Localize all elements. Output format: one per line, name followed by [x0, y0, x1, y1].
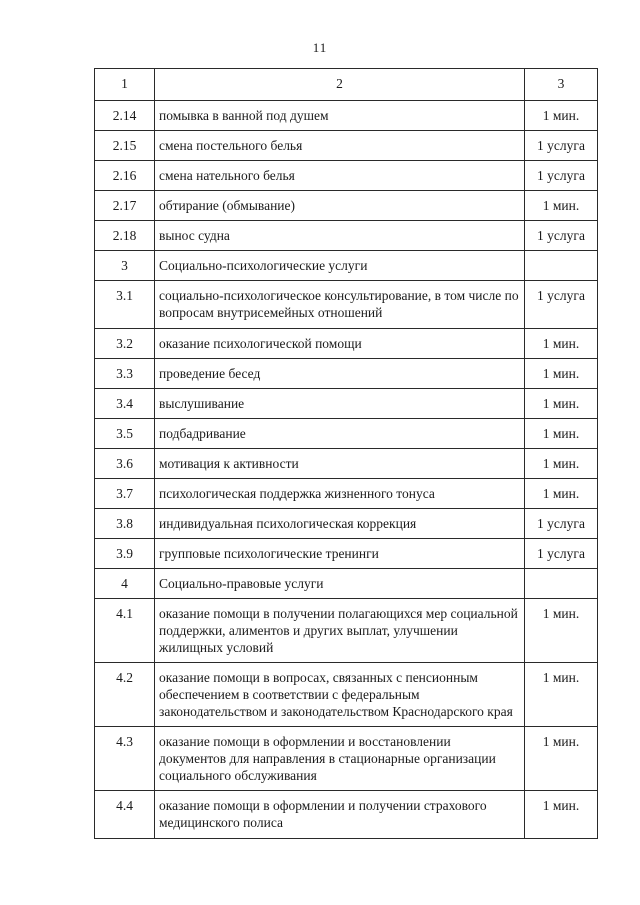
row-number: 2.18 [95, 221, 155, 251]
table-row [95, 101, 598, 131]
table-row [95, 359, 598, 389]
row-number: 2.16 [95, 161, 155, 191]
row-unit: 1 мин. [525, 479, 598, 509]
row-unit: 1 услуга [525, 131, 598, 161]
row-number: 4.2 [95, 663, 155, 727]
column-header-description: 2 [155, 69, 525, 101]
table-row [95, 539, 598, 569]
table-row [95, 419, 598, 449]
section-number: 3 [95, 251, 155, 281]
row-unit: 1 мин. [525, 389, 598, 419]
table-row [95, 161, 598, 191]
row-unit: 1 мин. [525, 191, 598, 221]
row-description: оказание помощи в получении полагающихся мер социальной поддержки, алиментов и других выплат, улучшении жилищных условий [155, 599, 525, 663]
row-unit: 1 мин. [525, 727, 598, 791]
row-description: помывка в ванной под душем [155, 101, 525, 131]
row-number: 3.4 [95, 389, 155, 419]
row-number: 3.1 [95, 281, 155, 329]
table-row [95, 221, 598, 251]
page-number: 11 [312, 40, 328, 55]
row-unit: 1 мин. [525, 599, 598, 663]
row-description: индивидуальная психологическая коррекция [155, 509, 525, 539]
table-row [95, 191, 598, 221]
row-number: 3.2 [95, 329, 155, 359]
row-number: 2.14 [95, 101, 155, 131]
row-description: психологическая поддержка жизненного тонуса [155, 479, 525, 509]
row-description: оказание помощи в оформлении и восстановлении документов для направления в стационарные организации социального обслуживания [155, 727, 525, 791]
row-description: выслушивание [155, 389, 525, 419]
row-unit: 1 услуга [525, 281, 598, 329]
section-number: 4 [95, 569, 155, 599]
row-number: 2.15 [95, 131, 155, 161]
row-unit: 1 услуга [525, 509, 598, 539]
row-unit: 1 мин. [525, 449, 598, 479]
table-row [95, 479, 598, 509]
row-unit: 1 мин. [525, 791, 598, 839]
table-row [95, 509, 598, 539]
row-description: оказание психологической помощи [155, 329, 525, 359]
row-number: 4.4 [95, 791, 155, 839]
row-number: 3.8 [95, 509, 155, 539]
services-table [94, 68, 598, 839]
table-row [95, 727, 598, 791]
row-unit [525, 569, 598, 599]
row-unit: 1 услуга [525, 539, 598, 569]
row-unit: 1 услуга [525, 221, 598, 251]
section-title: Социально-правовые услуги [155, 569, 525, 599]
row-unit: 1 мин. [525, 419, 598, 449]
row-description: оказание помощи в вопросах, связанных с пенсионным обеспечением в соответствии с федеральным законодательством и законодательством Краснодарского края [155, 663, 525, 727]
table-row [95, 329, 598, 359]
row-unit: 1 мин. [525, 359, 598, 389]
row-number: 3.3 [95, 359, 155, 389]
row-description: обтирание (обмывание) [155, 191, 525, 221]
table-row [95, 791, 598, 839]
row-description: мотивация к активности [155, 449, 525, 479]
row-description: вынос судна [155, 221, 525, 251]
row-unit [525, 251, 598, 281]
section-title: Социально-психологические услуги [155, 251, 525, 281]
row-description: социально-психологическое консультирование, в том числе по вопросам внутрисемейных отношений [155, 281, 525, 329]
row-description: подбадривание [155, 419, 525, 449]
row-unit: 1 мин. [525, 329, 598, 359]
row-number: 3.5 [95, 419, 155, 449]
row-number: 2.17 [95, 191, 155, 221]
row-number: 4.1 [95, 599, 155, 663]
row-unit: 1 услуга [525, 161, 598, 191]
table-row [95, 389, 598, 419]
row-unit: 1 мин. [525, 101, 598, 131]
column-header-number: 1 [95, 69, 155, 101]
table-row [95, 663, 598, 727]
table-row [95, 449, 598, 479]
table-row [95, 281, 598, 329]
section-row [95, 251, 598, 281]
column-header-unit: 3 [525, 69, 598, 101]
row-number: 3.7 [95, 479, 155, 509]
table-header-row [95, 69, 598, 101]
row-number: 3.9 [95, 539, 155, 569]
row-description: проведение бесед [155, 359, 525, 389]
row-description: смена нательного белья [155, 161, 525, 191]
table-row [95, 599, 598, 663]
row-description: групповые психологические тренинги [155, 539, 525, 569]
table-row [95, 131, 598, 161]
row-number: 3.6 [95, 449, 155, 479]
row-description: смена постельного белья [155, 131, 525, 161]
row-unit: 1 мин. [525, 663, 598, 727]
section-row [95, 569, 598, 599]
row-description: оказание помощи в оформлении и получении страхового медицинского полиса [155, 791, 525, 839]
row-number: 4.3 [95, 727, 155, 791]
